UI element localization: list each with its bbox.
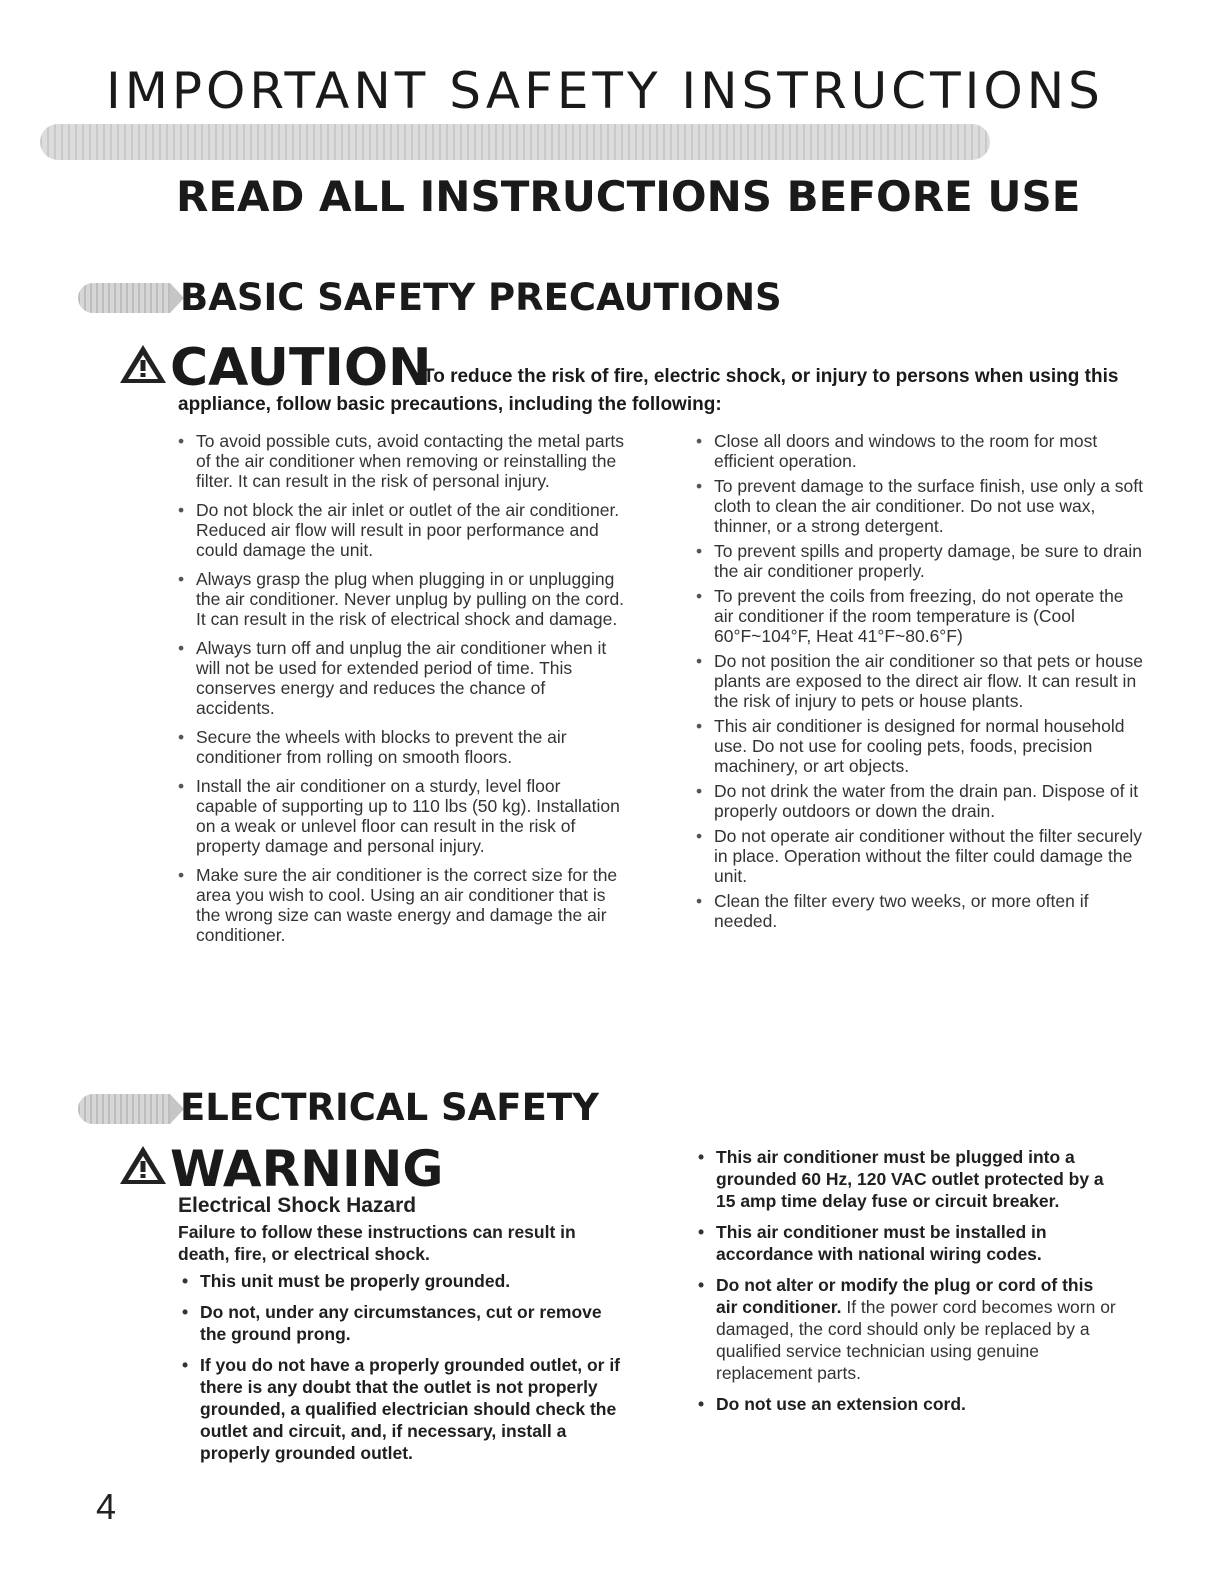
caution-triangle-icon <box>118 343 168 385</box>
page-number: 4 <box>96 1486 117 1527</box>
list-item: • Close all doors and windows to the room for most efficient operation. <box>694 431 1146 471</box>
basic-safety-heading: BASIC SAFETY PRECAUTIONS <box>180 276 782 319</box>
hazard-description: Failure to follow these instructions can result in death, fire, or electrical shock. <box>178 1222 576 1264</box>
list-item: • Secure the wheels with blocks to prevent the air conditioner from rolling on smooth floors. <box>176 727 626 767</box>
list-item: • Always turn off and unplug the air conditioner when it will not be used for extended period of time. This conserves energy and reduces the chance of accidents. <box>176 638 626 718</box>
electrical-right-column <box>696 1146 1116 1424</box>
list-item: • This air conditioner must be plugged into a grounded 60 Hz, 120 VAC outlet protected by a 15 amp time delay fuse or circuit breaker. <box>696 1146 1116 1212</box>
list-item: • To avoid possible cuts, avoid contacting the metal parts of the air conditioner when removing or reinstalling the filter. It can result in the risk of personal injury. <box>176 431 626 491</box>
list-item: • Install the air conditioner on a sturdy, level floor capable of supporting up to 110 lbs (50 kg). Installation on a weak or unlevel floor can result in the risk of property damage and personal injury. <box>176 776 626 856</box>
section-marker-basic <box>78 283 170 313</box>
list-item: • To prevent spills and property damage, be sure to drain the air conditioner properly. <box>694 541 1146 581</box>
list-item <box>696 1274 1116 1384</box>
list-item: • Do not operate air conditioner without the filter securely in place. Operation without the filter could damage the unit. <box>694 826 1146 886</box>
section-marker-electrical <box>78 1094 170 1124</box>
basic-right-list <box>694 431 1146 931</box>
electrical-safety-heading: ELECTRICAL SAFETY <box>180 1086 599 1129</box>
list-item: • Do not block the air inlet or outlet of the air conditioner. Reduced air flow will result in poor performance and could damage the unit. <box>176 500 626 560</box>
list-item: • Make sure the air conditioner is the correct size for the area you wish to cool. Using an air conditioner that is the wrong size can waste energy and damage the air conditioner. <box>176 865 626 945</box>
basic-left-list <box>176 431 626 945</box>
list-item: • To prevent damage to the surface finish, use only a soft cloth to clean the air conditioner. Do not use wax, thinner, or a strong detergent. <box>694 476 1146 536</box>
warning-label-wrap <box>118 1140 444 1198</box>
read-all-heading: READ ALL INSTRUCTIONS BEFORE USE <box>176 172 1081 221</box>
caution-description: To reduce the risk of fire, electric shock, or injury to persons when using this appliance, follow basic precautions, including the following: <box>178 366 1119 415</box>
caution-label: CAUTION <box>170 338 432 398</box>
list-item: • This air conditioner must be installed in accordance with national wiring codes. <box>696 1221 1116 1265</box>
alter-plug-detail: If the power cord becomes worn or damaged, the cord should only be replaced by a qualified service technician using genuine replacement parts. <box>716 1297 1116 1383</box>
basic-right-column <box>694 431 1146 936</box>
warning-label: WARNING <box>170 1140 444 1198</box>
list-item: • Do not drink the water from the drain pan. Dispose of it properly outdoors or down the drain. <box>694 781 1146 821</box>
page-title: IMPORTANT SAFETY INSTRUCTIONS <box>106 62 1104 120</box>
list-item: • Do not position the air conditioner so that pets or house plants are exposed to the direct air flow. It can result in the risk of injury to pets or house plants. <box>694 651 1146 711</box>
electrical-right-list <box>696 1146 1116 1415</box>
electrical-left-column <box>180 1270 630 1473</box>
list-item: • Do not use an extension cord. <box>696 1393 1116 1415</box>
list-item: • To prevent the coils from freezing, do not operate the air conditioner if the room temperature is (Cool 60°F~104°F, Heat 41°F~80.6°F) <box>694 586 1146 646</box>
list-item: • This air conditioner is designed for normal household use. Do not use for cooling pets, foods, precision machinery, or art objects. <box>694 716 1146 776</box>
electrical-left-list <box>180 1270 630 1464</box>
title-decorative-bar <box>40 124 990 160</box>
alter-plug-bold: Do not alter or modify the plug or cord of this air conditioner. <box>716 1275 1094 1317</box>
list-item: • Clean the filter every two weeks, or more often if needed. <box>694 891 1146 931</box>
list-item: • Always grasp the plug when plugging in or unplugging the air conditioner. Never unplug by pulling on the cord. It can result in the risk of electrical shock and damage. <box>176 569 626 629</box>
basic-left-column <box>176 431 626 954</box>
list-item: • If you do not have a properly grounded outlet, or if there is any doubt that the outlet is not properly grounded, a qualified electrician should check the outlet and circuit, and, if necessary, install a properly grounded outlet. <box>180 1354 630 1464</box>
hazard-title: Electrical Shock Hazard <box>178 1194 417 1217</box>
warning-triangle-icon <box>118 1144 168 1186</box>
list-item: • This unit must be properly grounded. <box>180 1270 630 1292</box>
list-item: • Do not, under any circumstances, cut or remove the ground prong. <box>180 1301 630 1345</box>
